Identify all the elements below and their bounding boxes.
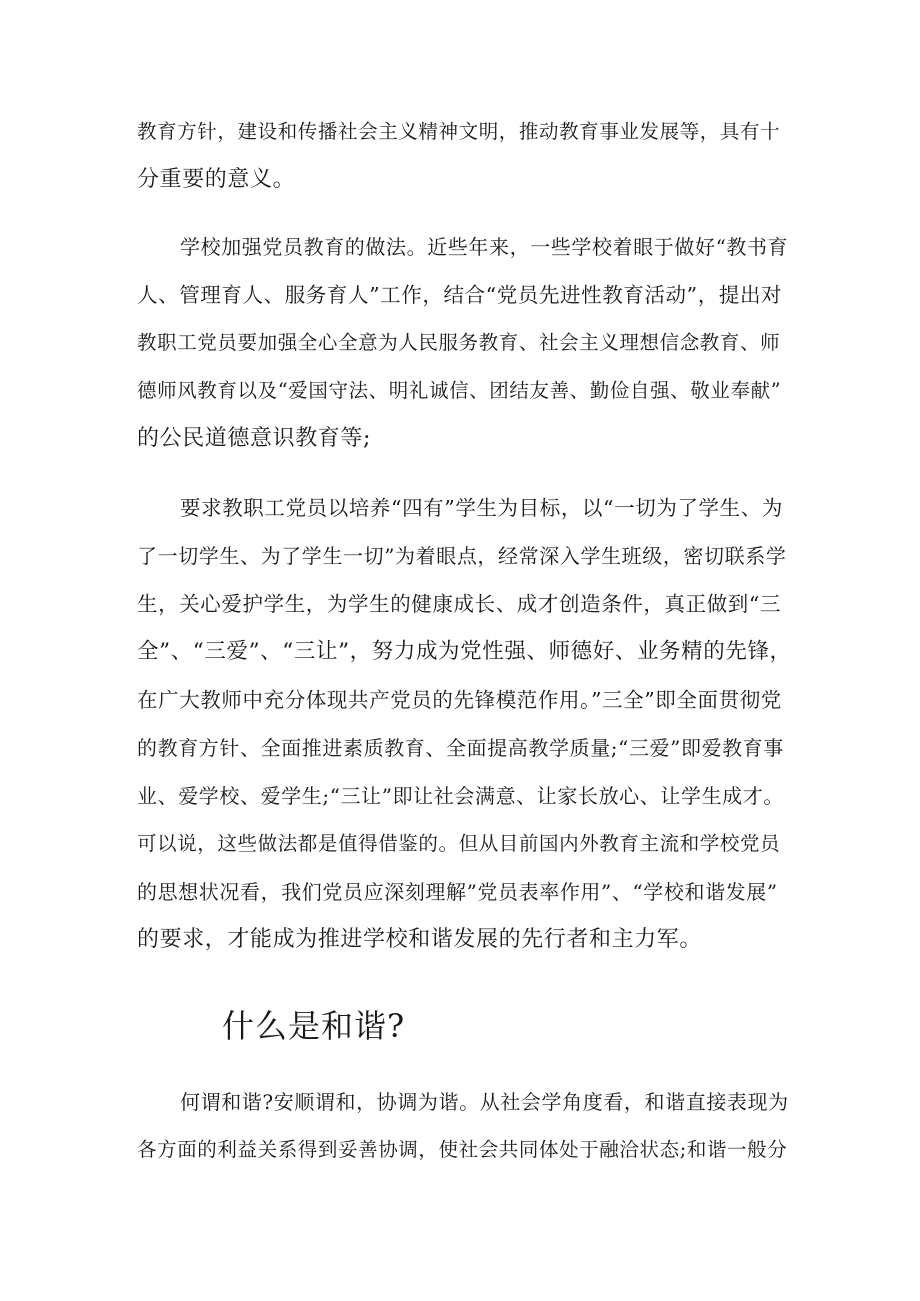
text-line: 可以说，这些做法都是值得借鉴的。但从目前国内外教育主流和学校党员 bbox=[137, 832, 781, 855]
text-line: 教育方针，建设和传播社会主义精神文明，推动教育事业发展等，具有十 bbox=[137, 120, 781, 143]
section-heading: 什么是和谐? bbox=[222, 1007, 406, 1045]
text-line: 生，关心爱护学生，为学生的健康成长、成才创造条件，真正做到“三 bbox=[137, 592, 782, 616]
text-line: 全”、“三爱”、“三让”，努力成为党性强、师德好、业务精的先锋， bbox=[137, 639, 792, 664]
text-line: 分重要的意义。 bbox=[137, 167, 296, 192]
text-line: 教职工党员要加强全心全意为人民服务教育、社会主义理想信念教育、师 bbox=[137, 331, 781, 354]
text-line: 的公民道德意识教育等; bbox=[137, 426, 372, 451]
paragraph-first-line: 学校加强党员教育的做法。近些年来，一些学校着眼于做好“教书育 bbox=[180, 235, 789, 259]
text-line: 的要求，才能成为推进学校和谐发展的先行者和主力军。 bbox=[137, 927, 703, 952]
text-line: 业、爱学校、爱学生;“三让”即让社会满意、让家长放心、让学生成才。 bbox=[137, 784, 784, 808]
text-line: 的教育方针、全面推进素质教育、全面提高教学质量;“三爱”即爱教育事 bbox=[137, 736, 784, 760]
text-line: 的思想状况看，我们党员应深刻理解”党员表率作用”、“学校和谐发展” bbox=[137, 880, 778, 904]
text-line: 各方面的利益关系得到妥善协调，使社会共同体处于融洽状态;和谐一般分 bbox=[137, 1138, 788, 1161]
text-line: 了一切学生、为了学生一切”为着眼点，经常深入学生班级，密切联系学 bbox=[137, 544, 787, 568]
text-line: 德师风教育以及“爱国守法、明礼诚信、团结友善、勤俭自强、敬业奉献” bbox=[137, 379, 782, 402]
paragraph-first-line: 何谓和谐?安顺谓和，协调为谐。从社会学角度看，和谐直接表现为 bbox=[180, 1090, 789, 1114]
paragraph-first-line: 要求教职工党员以培养“四有”学生为目标，以“一切为了学生、为 bbox=[180, 496, 783, 520]
text-line: 在广大教师中充分体现共产党员的先锋模范作用。”三全”即全面贯彻党 bbox=[137, 688, 782, 712]
text-line: 人、管理育人、服务育人”工作，结合“党员先进性教育活动”，提出对 bbox=[137, 283, 783, 307]
